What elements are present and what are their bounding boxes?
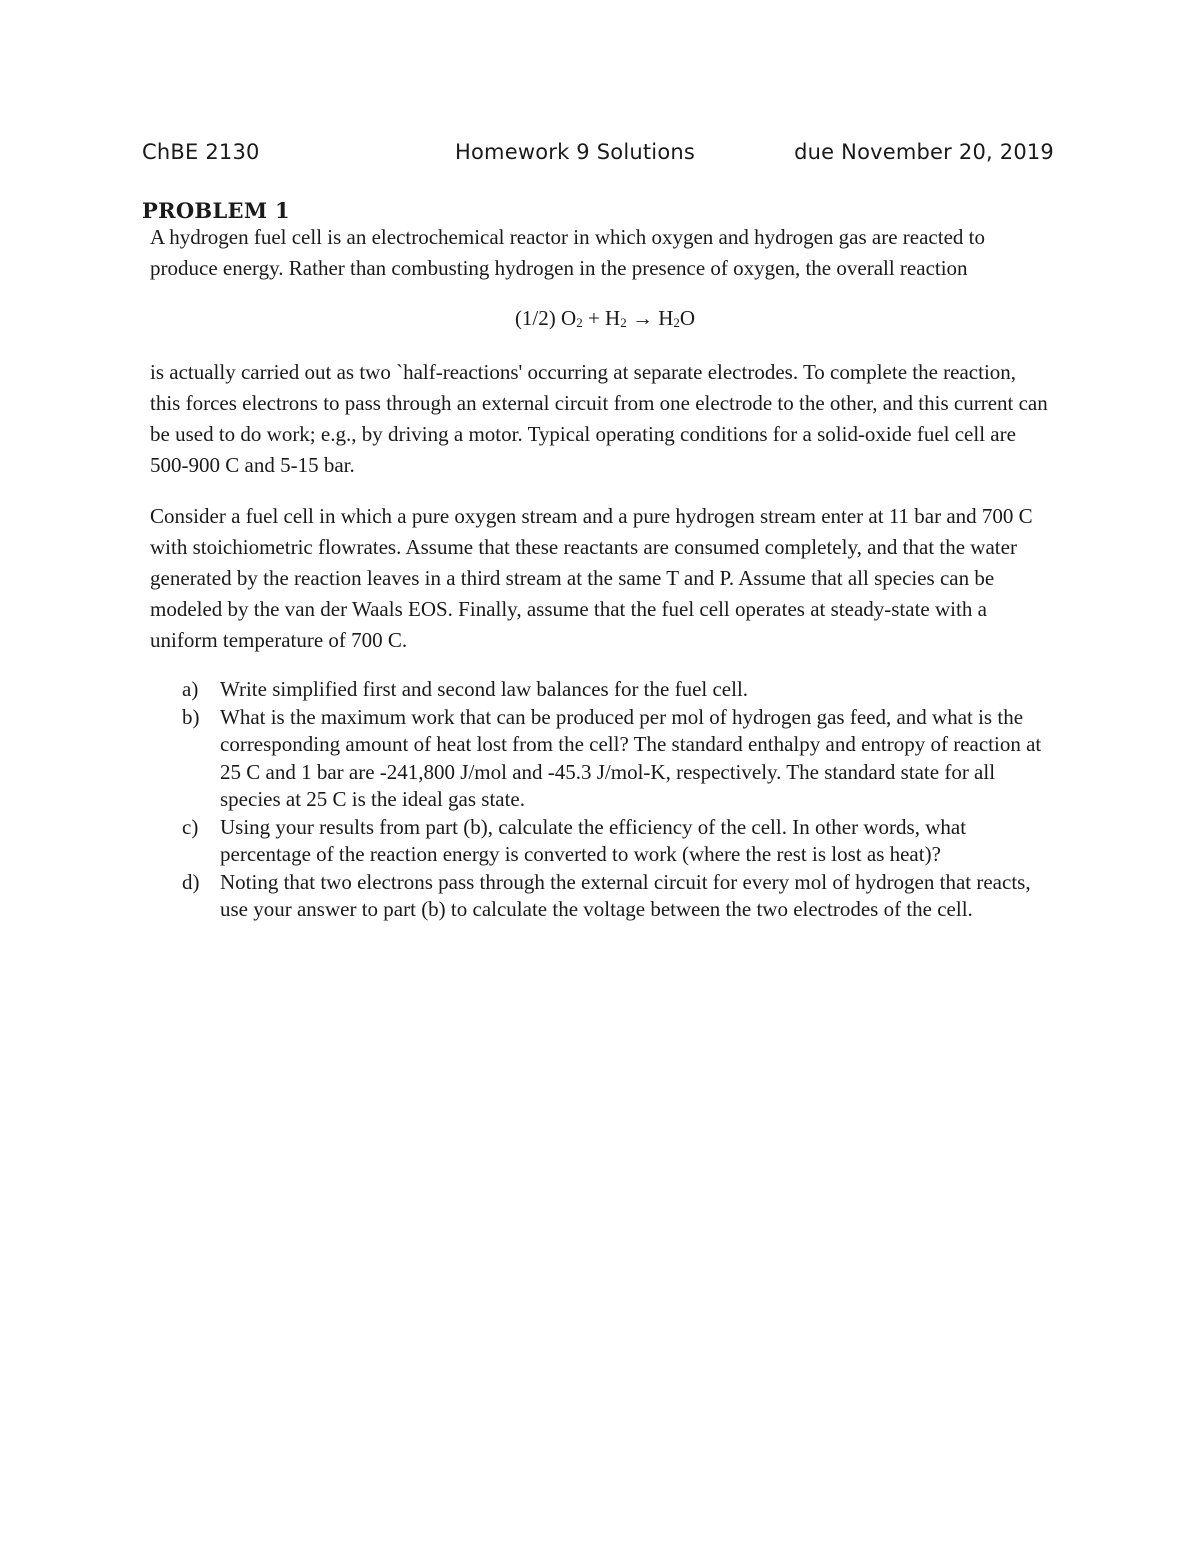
equation-hydrogen-subscript: 2 — [620, 315, 627, 330]
course-code: ChBE 2130 — [142, 140, 260, 164]
due-date: due November 20, 2019 — [794, 140, 1054, 164]
question-letter: b) — [182, 704, 200, 729]
equation-water-end: O — [679, 306, 696, 330]
question-letter: a) — [182, 677, 199, 701]
page-header — [142, 140, 1054, 172]
question-item — [150, 814, 1050, 869]
problem-paragraph-half-reactions: is actually carried out as two `half-reactions' occurring at separate electrodes. To complete the reaction, this forces electrons to pass through an external circuit from one electrode to the other, and this current can be used to do work; e.g., by driving a motor. Typical operating conditions for a solid-oxide fuel cell are 500-900 C and 5-15 bar. — [150, 360, 1048, 477]
question-item — [150, 704, 1050, 814]
question-text: Write simplified first and second law balances for the fuel cell. — [220, 677, 749, 701]
question-text: Noting that two electrons pass through the external circuit for every mol of hydrogen that reacts, use your answer to part (b) to calculate the voltage between the two electrodes of the cell. — [220, 869, 1031, 921]
question-letter: c) — [182, 814, 199, 839]
equation-oxygen: (1/2) O — [514, 306, 577, 330]
question-letter: d) — [182, 869, 200, 894]
document-title: Homework 9 Solutions — [455, 140, 696, 164]
equation-water-subscript: 2 — [673, 315, 680, 330]
problem-paragraph-conditions: Consider a fuel cell in which a pure oxygen stream and a pure hydrogen stream enter at 11 bar and 700 C with stoichiometric flowrates. Assume that these reactants are consumed completely, and that the water generated by the reaction leaves in a third stream at the same T and P. Assume that all species can be modeled by the van der Waals EOS. Finally, assume that the fuel cell operates at steady-state with a uniform temperature of 700 C. — [150, 504, 1033, 652]
question-item — [150, 676, 1050, 704]
equation-arrow-water: → H — [626, 306, 674, 330]
equation-hydrogen: + H — [582, 306, 621, 330]
equation-oxygen-subscript: 2 — [576, 315, 583, 330]
question-list — [150, 676, 1050, 924]
problem-body — [150, 222, 1050, 924]
problem-title: PROBLEM 1 — [142, 198, 290, 223]
question-text: What is the maximum work that can be produced per mol of hydrogen gas feed, and what is the corresponding amount of heat lost from the cell? The standard enthalpy and entropy of reaction at 25 C and 1 bar are -241,800 J/mol and -45.3 J/mol-K, respectively. The standard state for all species at 25 C is the ideal gas state. — [220, 704, 1042, 811]
question-text: Using your results from part (b), calculate the efficiency of the cell. In other words, what percentage of the reaction energy is converted to work (where the rest is lost as heat)? — [220, 814, 967, 866]
reaction-equation — [150, 303, 1050, 338]
question-item — [150, 869, 1050, 924]
problem-intro: A hydrogen fuel cell is an electrochemical reactor in which oxygen and hydrogen gas are reacted to produce energy. Rather than combusting hydrogen in the presence of oxygen, the overall reaction — [150, 225, 985, 280]
